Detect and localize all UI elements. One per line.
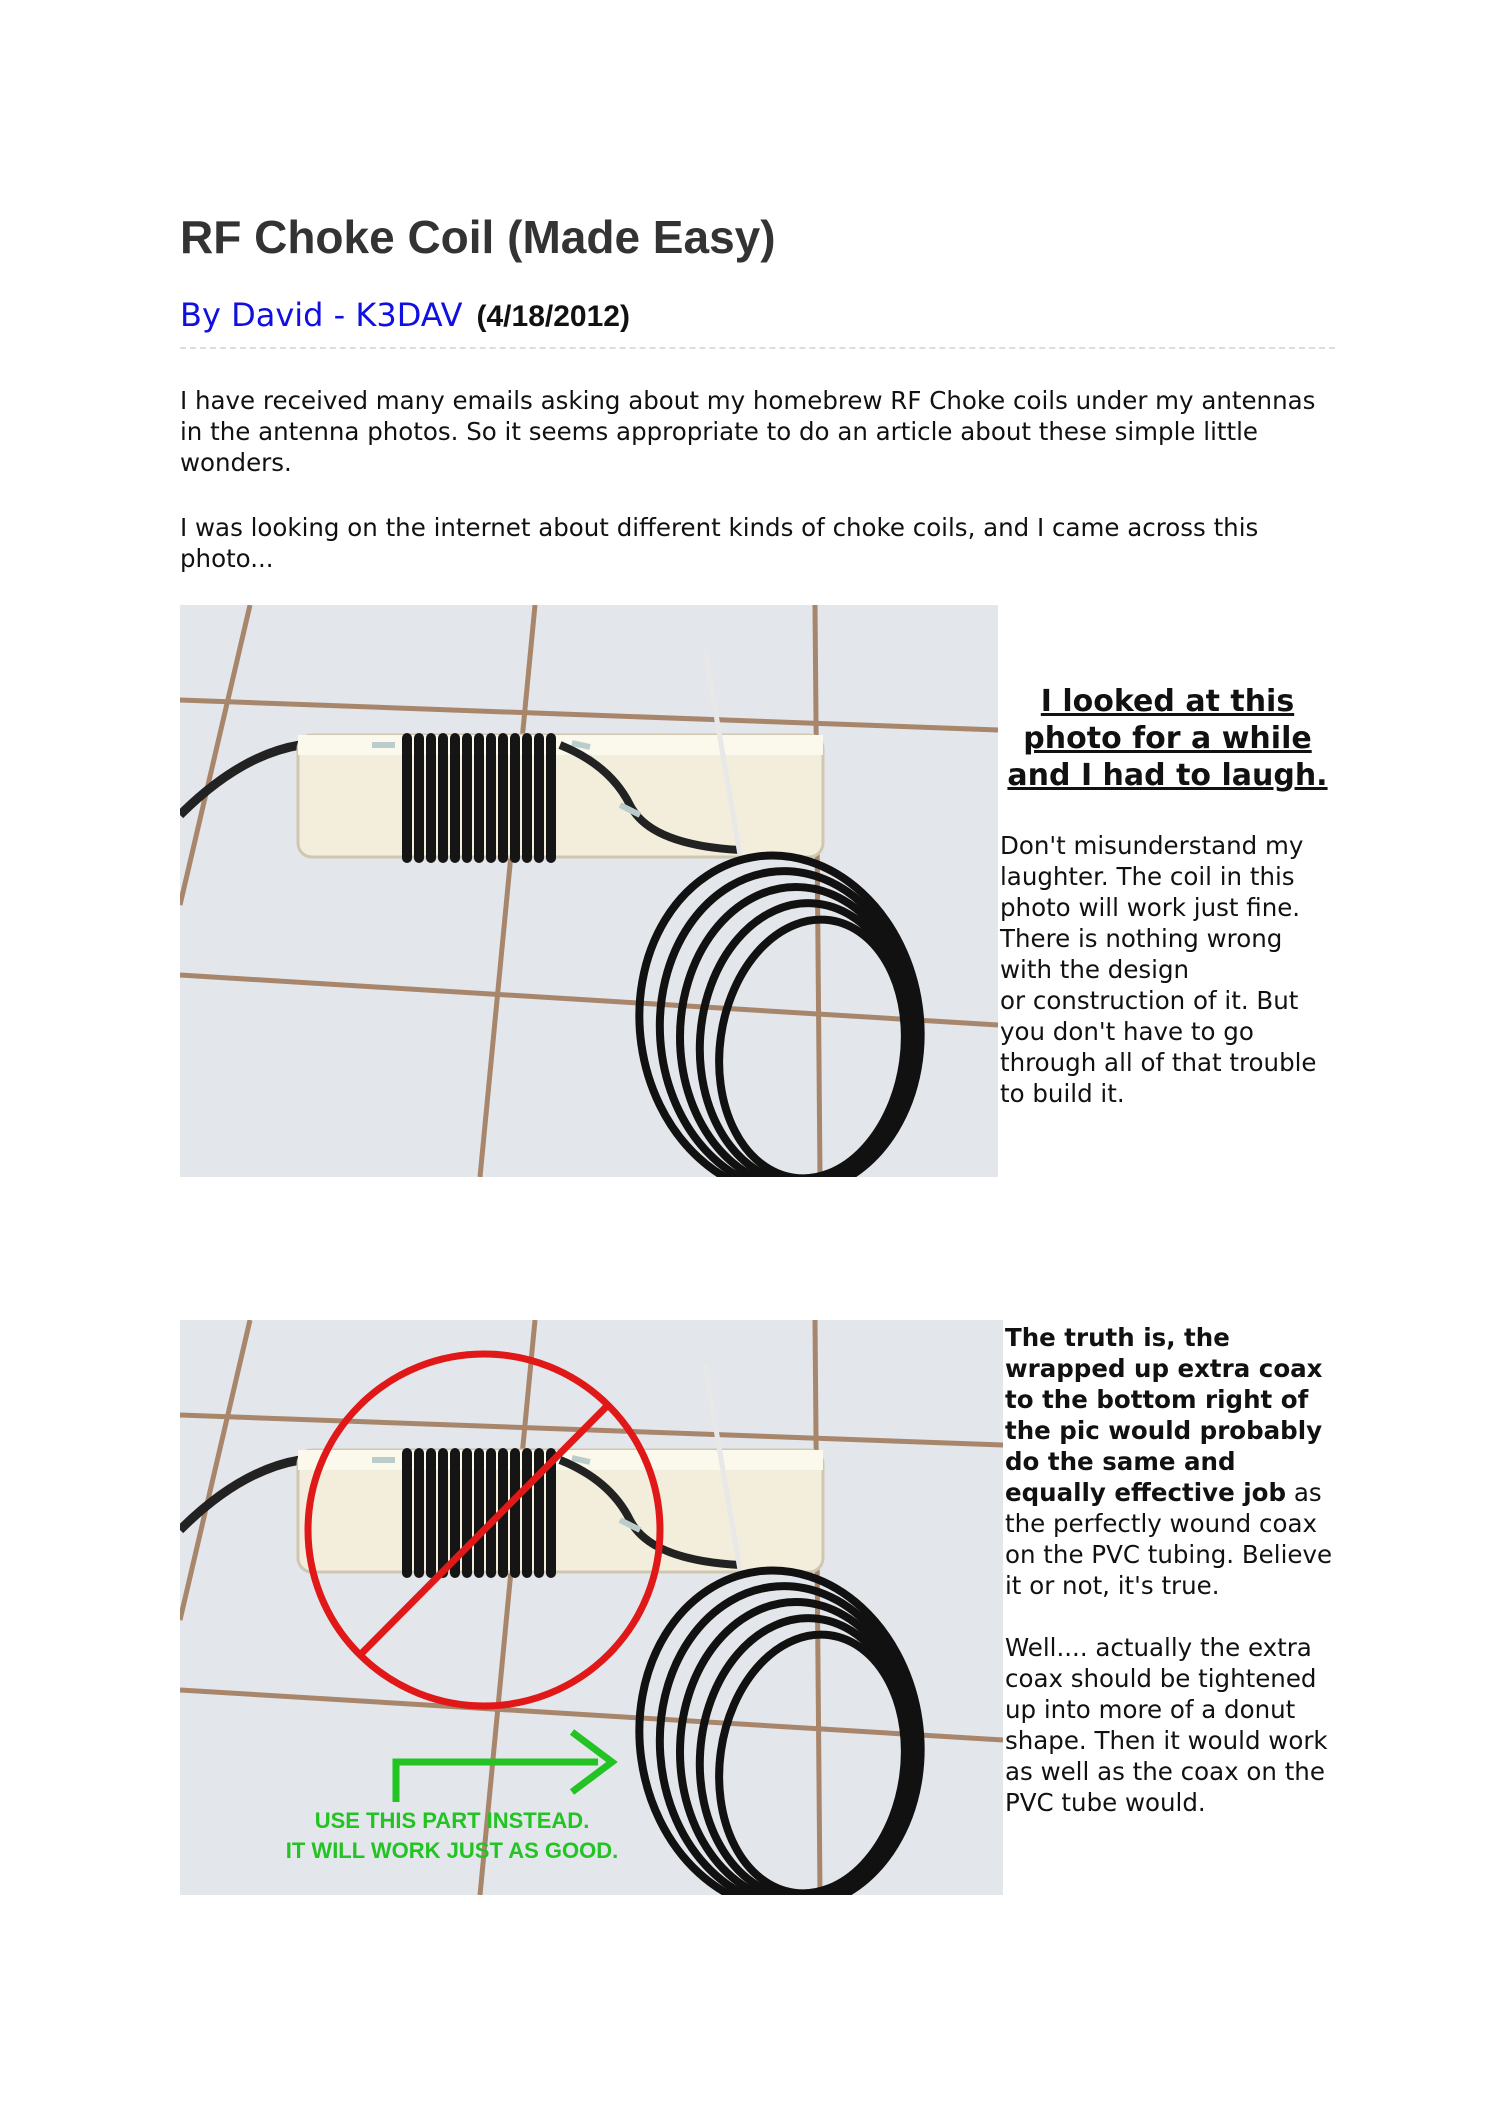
section-2-paragraph xyxy=(1005,1322,1340,1601)
photo-caption: IT WILL WORK JUST AS GOOD. xyxy=(285,1838,619,1863)
section-2-paragraph-2: Well.... actually the extra coax should be tightened up into more of a donut shape. Then it would work as well as the coax on the PVC tube would. xyxy=(1005,1633,1328,1817)
annotated-choke-coil-photo xyxy=(180,1320,1003,1895)
body-line: Don't misunderstand my laughter. The coil in this photo will work just fine. There is nothing wrong with the design xyxy=(1000,831,1304,984)
choke-coil-photo xyxy=(180,605,998,1177)
intro-paragraph: I have received many emails asking about my homebrew RF Choke coils under my antennas in the antenna photos. So it seems appropriate to do an article about these simple little wonders. xyxy=(180,386,1316,477)
photo-caption: USE THIS PART INSTEAD. xyxy=(314,1808,590,1833)
section-body xyxy=(1000,830,1340,1109)
body-line: or construction of it. But you don't have to go through all of that trouble to build it. xyxy=(1000,986,1317,1108)
byline xyxy=(180,296,630,334)
section-heading: I looked at this photo for a while and I had to laugh. xyxy=(1007,684,1328,793)
body-text: as the perfectly wound coax on the PVC tubing. Believe it or not, it's true. xyxy=(1005,1478,1333,1600)
page-title: RF Choke Coil (Made Easy) xyxy=(180,211,776,263)
divider xyxy=(180,347,1335,349)
intro-paragraph-2: I was looking on the internet about different kinds of choke coils, and I came across this photo... xyxy=(180,513,1259,573)
publish-date: (4/18/2012) xyxy=(476,300,630,333)
section-2-text xyxy=(1005,1322,1340,1849)
emphasis-text: The truth is, the wrapped up extra coax to the bottom right of the pic would probably do the same and equally effective job xyxy=(1005,1323,1323,1507)
author-link[interactable]: By David - K3DAV xyxy=(180,296,463,334)
